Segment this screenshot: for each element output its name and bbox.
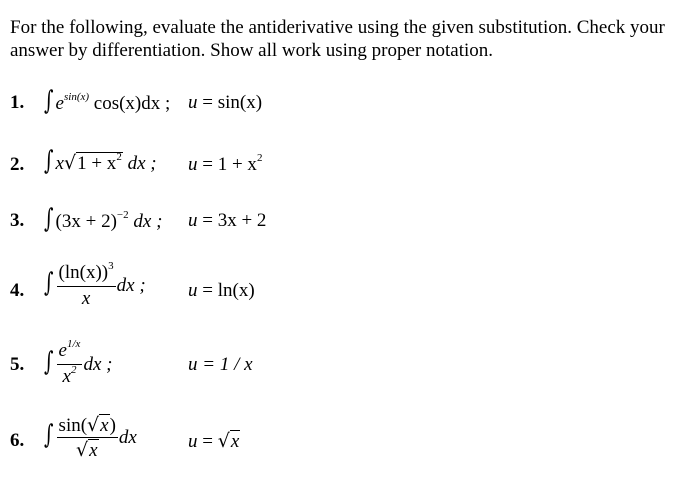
sub-eq: = sin(x) bbox=[202, 92, 263, 113]
integrand bbox=[42, 88, 170, 115]
sub-var: u bbox=[188, 154, 198, 175]
numerator-text: sin( bbox=[58, 415, 88, 436]
problem-4 bbox=[10, 262, 690, 332]
radical bbox=[87, 414, 110, 437]
radicand-text: 1 + x bbox=[77, 153, 117, 174]
sub-exponent: 2 bbox=[256, 152, 263, 164]
problem-number: 3. bbox=[10, 210, 25, 231]
rest: dx ; bbox=[133, 211, 163, 232]
integral-sign: ∫ bbox=[44, 146, 54, 176]
sub-var: u bbox=[188, 431, 198, 452]
integrand bbox=[42, 148, 157, 175]
radicand-exponent: 2 bbox=[116, 151, 122, 163]
radical-sign: √ bbox=[217, 430, 230, 452]
fraction bbox=[57, 340, 83, 391]
problem-number: 6. bbox=[10, 430, 25, 451]
base: e bbox=[55, 93, 64, 114]
problem-number: 2. bbox=[10, 154, 25, 175]
radical bbox=[64, 152, 123, 175]
radical bbox=[218, 430, 241, 453]
numerator-exponent: 1/x bbox=[66, 338, 81, 350]
numerator-text: (ln(x)) bbox=[58, 262, 109, 283]
radicand: x bbox=[89, 440, 98, 461]
sub-eq: = 1 / x bbox=[202, 354, 253, 375]
integrand bbox=[42, 340, 112, 391]
denominator-text: x bbox=[62, 366, 71, 387]
integral-sign: ∫ bbox=[44, 267, 54, 298]
numerator-text: e bbox=[58, 340, 67, 361]
integral-sign: ∫ bbox=[44, 86, 54, 116]
radicand: x bbox=[100, 415, 109, 436]
numerator bbox=[57, 414, 118, 438]
denominator: x bbox=[81, 288, 91, 309]
radicand: x bbox=[230, 431, 240, 452]
fraction bbox=[57, 262, 116, 311]
numerator-exponent: 3 bbox=[108, 260, 114, 272]
integral-sign: ∫ bbox=[44, 419, 54, 450]
radical-sign: √ bbox=[75, 439, 89, 461]
base: (3x + 2) bbox=[55, 211, 117, 232]
integrand bbox=[42, 414, 137, 463]
sub-eq: = ln(x) bbox=[202, 280, 255, 301]
substitution bbox=[188, 354, 253, 376]
radical-sign: √ bbox=[63, 152, 77, 174]
integrand bbox=[42, 206, 162, 233]
radical bbox=[76, 438, 99, 463]
radical-sign: √ bbox=[87, 414, 100, 436]
denominator bbox=[57, 365, 83, 391]
sub-eq: = 1 + x bbox=[202, 154, 257, 175]
integral-sign: ∫ bbox=[44, 346, 54, 377]
instructions: For the following, evaluate the antiderivative using the given substitution. Check your answer by differentiation. Show all work using proper notation. bbox=[10, 17, 665, 61]
denominator bbox=[57, 438, 118, 463]
exponent: sin(x) bbox=[63, 91, 90, 103]
integral-sign: ∫ bbox=[44, 204, 54, 234]
integrand bbox=[42, 262, 146, 311]
problem-number: 5. bbox=[10, 354, 25, 375]
problem-6 bbox=[10, 414, 690, 484]
numerator bbox=[57, 340, 83, 365]
substitution bbox=[188, 280, 255, 302]
problem-number: 4. bbox=[10, 280, 25, 301]
problem-5 bbox=[10, 340, 690, 410]
lead: x bbox=[55, 153, 64, 174]
substitution bbox=[188, 430, 240, 453]
sub-var: u bbox=[188, 92, 198, 113]
substitution bbox=[188, 210, 266, 232]
numerator bbox=[57, 262, 116, 287]
sub-var: u bbox=[188, 280, 198, 301]
rest: dx bbox=[118, 426, 137, 448]
fraction bbox=[57, 414, 118, 463]
rest: dx ; bbox=[83, 353, 113, 375]
rest: dx ; bbox=[116, 274, 146, 296]
substitution bbox=[188, 154, 262, 176]
substitution bbox=[188, 92, 262, 114]
rest: dx ; bbox=[127, 153, 157, 174]
rest: cos(x)dx ; bbox=[93, 93, 171, 114]
numerator-close: ) bbox=[109, 415, 116, 436]
sub-var: u bbox=[188, 210, 198, 231]
denominator-exponent: 2 bbox=[70, 364, 77, 376]
exponent: −2 bbox=[116, 209, 129, 221]
sub-var: u bbox=[188, 354, 198, 375]
sub-eq: = 3x + 2 bbox=[202, 210, 267, 231]
sub-eq: = bbox=[202, 431, 218, 452]
radicand bbox=[76, 152, 123, 174]
problem-number: 1. bbox=[10, 92, 25, 113]
